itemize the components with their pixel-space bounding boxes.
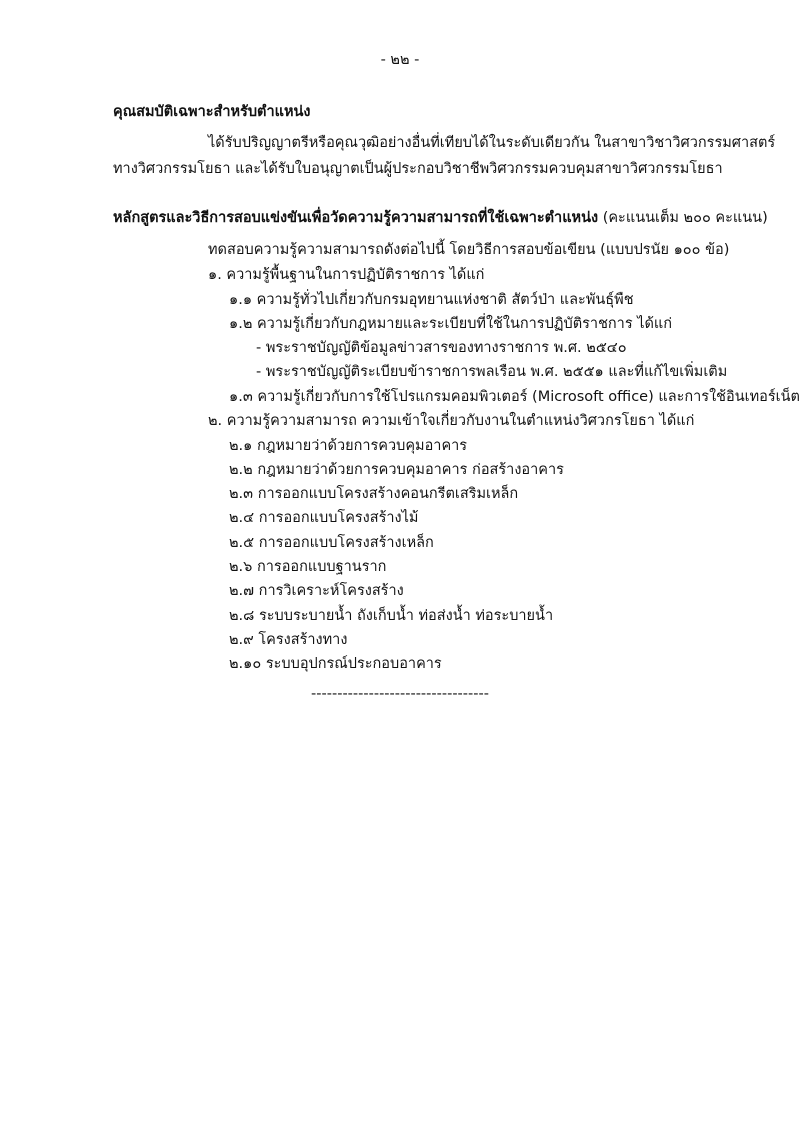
curriculum-heading-title: หลักสูตรและวิธีการสอบแข่งขันเพื่อวัดความรู้ความสามารถที่ใช้เฉพาะตำแหน่ง [113,210,599,226]
section-1-heading: ๑. ความรู้พื้นฐานในการปฏิบัติราชการ ได้แก่ [208,267,485,283]
page-number: - ๒๒ - [380,52,420,68]
section-1-2-b: - พระราชบัญญัติระเบียบข้าราชการพลเรือน พ.ศ. ๒๕๕๑ และที่แก้ไขเพิ่มเติม [256,364,728,380]
section-1-3: ๑.๓ ความรู้เกี่ยวกับการใช้โปรแกรมคอมพิวเตอร์ (Microsoft office) และการใช้อินเทอร์เน็ต [229,389,800,405]
section-2-item: ๒.๕ การออกแบบโครงสร้างเหล็ก [229,535,434,551]
section-2-item: ๒.๙ โครงสร้างทาง [229,632,348,648]
section-1-1: ๑.๑ ความรู้ทั่วไปเกี่ยวกับกรมอุทยานแห่งชาติ สัตว์ป่า และพันธุ์พืช [229,292,634,308]
section-2-item: ๒.๓ การออกแบบโครงสร้างคอนกรีตเสริมเหล็ก [229,486,519,502]
section-2-item: ๒.๖ การออกแบบฐานราก [229,559,387,575]
section-2-item: ๒.๔ การออกแบบโครงสร้างไม้ [229,510,419,526]
qualifications-heading: คุณสมบัติเฉพาะสำหรับตำแหน่ง [113,104,311,120]
section-1-2-a: - พระราชบัญญัติข้อมูลข่าวสารของทางราชการ พ.ศ. ๒๕๔๐ [256,340,627,356]
end-divider: ---------------------------------- [311,686,489,702]
section-2-item: ๒.๗ การวิเคราะห์โครงสร้าง [229,583,404,599]
section-2-item: ๒.๘ ระบบระบายน้ำ ถังเก็บน้ำ ท่อส่งน้ำ ท่อระบายน้ำ [229,608,554,624]
curriculum-heading-score: (คะแนนเต็ม ๒๐๐ คะแนน) [602,210,768,226]
section-2-item: ๒.๒ กฎหมายว่าด้วยการควบคุมอาคาร ก่อสร้างอาคาร [229,462,564,478]
section-2-item: ๒.๑ กฎหมายว่าด้วยการควบคุมอาคาร [229,438,468,454]
qualifications-line-2: ทางวิศวกรรมโยธา และได้รับใบอนุญาตเป็นผู้ประกอบวิชาชีพวิศวกรรมควบคุมสาขาวิศวกรรมโยธา [113,161,723,177]
qualifications-line-1: ได้รับปริญญาตรีหรือคุณวุฒิอย่างอื่นที่เทียบได้ในระดับเดียวกัน ในสาขาวิชาวิศวกรรมศาสตร์ [208,135,776,151]
curriculum-intro: ทดสอบความรู้ความสามารถดังต่อไปนี้ โดยวิธีการสอบข้อเขียน (แบบปรนัย ๑๐๐ ข้อ) [208,242,730,258]
section-2-heading: ๒. ความรู้ความสามารถ ความเข้าใจเกี่ยวกับงานในตำแหน่งวิศวกรโยธา ได้แก่ [208,413,695,429]
section-1-2: ๑.๒ ความรู้เกี่ยวกับกฎหมายและระเบียบที่ใช้ในการปฏิบัติราชการ ได้แก่ [229,316,673,332]
curriculum-heading [113,208,768,228]
section-2-item: ๒.๑๐ ระบบอุปกรณ์ประกอบอาคาร [229,656,442,672]
